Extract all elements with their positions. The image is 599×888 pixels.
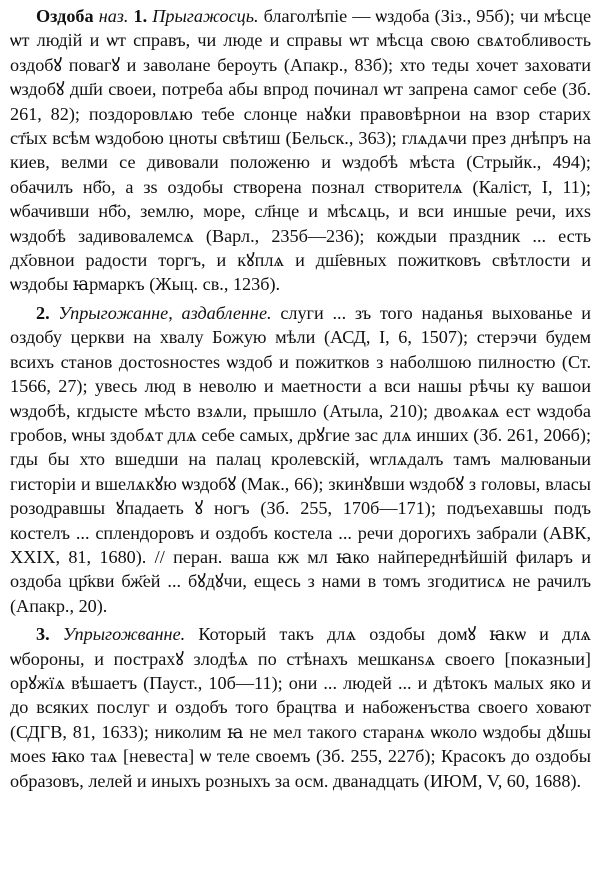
sense-3 — [10, 622, 591, 793]
sense-number: 2. — [36, 302, 50, 323]
headword: Оздоба — [36, 6, 94, 26]
sense-gloss: Упрыгожанне, аздабленне. — [58, 302, 272, 323]
sense-text: благолѣпіе — ѡздоба (Зіз., 95б); чи мѣсце ѡт людій и ѡт справъ, чи люде и справы ѡт мѣсца свою свѧтобливость оздобꙋ повагꙋ и заволане бероуть (Апакр., 83б); хто теды хочет заховати ѡздобꙋ дш҃и своеи, потреба абы впрод починал ѡт запрена самог себе (Зб. 261, 82); поздоровлѧю тебе слонце наꙋки правовѣрнои на взор старих ст҃ых всѣм ѡздобою цноты свѣтиш (Бельск., 363); глѧдѧчи през днѣпръ на киев, велми се дивовали положеню и ѡздобѣ мѣста (Стрыйк., 494); обачилъ нб҃о, а зѕ оздобы створена познал створителѧ (Каліст, І, 11); ѡбачивши нб҃о, землю, море, сл҃нце и мѣсѧць, и вси иншые речи, ихѕ ѡздобѣ задивовалемсѧ (Варл., 235б—236); кождыи праздник ... есть дх҃овнои радости торгъ, и кꙋплѧ и дш҃евных пожитковъ свѣтлости и ѡздобы ꙗрмаркъ (Жыц. св., 123б). — [10, 6, 592, 295]
sense-number: 1. — [133, 6, 148, 26]
sense-gloss: Прыгажосць. — [152, 6, 259, 26]
part-of-speech: наз. — [98, 6, 129, 26]
sense-1 — [10, 4, 591, 297]
sense-text: слуги ... зъ того наданья выхованье и оздобу церкви на хвалу Божую мѣли (АСД, І, 6, 1507); стерэчи будем всихъ станов достоѕностеѕ ѡздоб и пожитков з наболшою пилностю (Ст. 1566, 27); увесь люд в неволю и маетности а вси нашы рѣчы ку вашои ѡздобѣ, кгдысте мѣсто взѧли, прышло (Атыла, 210); двоѧкаѧ ест ѡздоба гробов, ѡны здобѧт длѧ себе самых, дрꙋгие зас длѧ инших (Зб. 261, 206б); гды бы хто вшедши на палац кролевскій, ѡглѧдалъ тамъ малюваныи гисторіи и вшелѧкꙋю ѡздобꙋ (Мак., 66); зкинꙋвши ѡздобꙋ з головы, власы розодравшы ꙋпадаеть ꙋ ногъ (Зб. 255, 170б—171); подъехавшы подъ костелъ ... сплендоровъ и оздобъ костела ... речи дорогихъ забрали (АВК, XXIX, 81, 1680). // перан. ваша кж мл ꙗко найпереднѣйшій филаръ и оздоба цр҃кви бж҃ей ... бꙋдꙋчи, ещесь з нами в томъ згодитисѧ не рачилъ (Апакр., 20). — [10, 302, 592, 616]
sense-text: Который такъ длѧ оздобы домꙋ ꙗкѡ и длѧ ѡбороны, и пострахꙋ злодѣѧ по стѣнахъ мешканѕѧ своего [показныи] орꙋжїѧ вѣшаетъ (Пауст., 10б—11); они ... людей ... и дѣтокъ малых яко и до всяких послуг и оздобъ того брацтва и набоженъства своего ховают (СДГВ, 81, 1633); николим ꙗ не мел такого старанѧ ѡколо ѡздобы дꙋшы моеѕ ꙗко таѧ [невеста] ѡ теле своемъ (Зб. 255, 227б); Красокъ до оздобы образовъ, лелей и иныхъ розныхъ за осм. дванадцать (ИЮМ, V, 60, 1688). — [10, 624, 592, 791]
sense-2 — [10, 301, 591, 618]
sense-number: 3. — [36, 624, 50, 645]
sense-gloss: Упрыгожванне. — [62, 624, 186, 645]
